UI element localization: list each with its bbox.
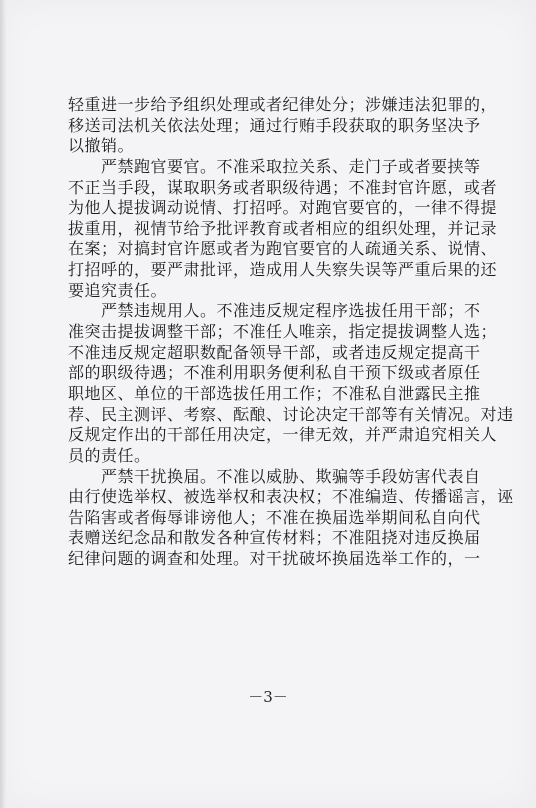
text-line: 表赠送纪念品和散发各种宣传材料；不准阻挠对违反换届 xyxy=(68,528,481,548)
text-line: 以撤销。 xyxy=(68,136,135,156)
text-line: 在案；对搞封官许愿或者为跑官要官的人疏通关系、说情、 xyxy=(68,239,498,259)
text-line: 荐、民主测评、考察、酝酿、讨论决定干部等有关情况。对违 xyxy=(68,404,514,424)
text-line: 由行使选举权、被选举权和表决权；不准编造、传播谣言，诬 xyxy=(68,487,514,507)
text-line: 员的责任。 xyxy=(68,445,151,465)
text-line: 部的职级待遇；不准利用职务便利私自干预下级或者原任 xyxy=(68,363,481,383)
page-number: －3－ xyxy=(248,688,288,706)
text-line: 严禁违规用人。不准违反规定程序选拔任用干部；不 xyxy=(68,301,481,321)
text-line: 告陷害或者侮辱诽谤他人；不准在换届选举期间私自向代 xyxy=(68,507,481,527)
text-line: 拔重用，视情节给予批评教育或者相应的组织处理，并记录 xyxy=(68,218,498,238)
text-line: 严禁跑官要官。不准采取拉关系、走门子或者要挟等 xyxy=(68,156,481,176)
text-line: 反规定作出的干部任用决定，一律无效，并严肃追究相关人 xyxy=(68,425,498,445)
text-line: 为他人提拔调动说情、打招呼。对跑官要官的，一律不得提 xyxy=(68,198,498,218)
text-line: 严禁干扰换届。不准以威胁、欺骗等手段妨害代表自 xyxy=(68,466,481,486)
text-line: 移送司法机关依法处理；通过行贿手段获取的职务坚决予 xyxy=(68,115,481,135)
body-text xyxy=(68,95,514,570)
text-line: 纪律问题的调查和处理。对干扰破坏换届选举工作的，一 xyxy=(68,549,481,569)
text-line: 不准违反规定超职数配备领导干部，或者违反规定提高干 xyxy=(68,342,481,362)
text-line: 职地区、单位的干部选拔任用工作；不准私自泄露民主推 xyxy=(68,383,481,403)
text-line: 不正当手段，谋取职务或者职级待遇；不准封官许愿，或者 xyxy=(68,177,498,197)
text-line: 打招呼的，要严肃批评，造成用人失察失误等严重后果的还 xyxy=(68,260,498,280)
text-line: 轻重进一步给予组织处理或者纪律处分；涉嫌违法犯罪的， xyxy=(68,95,498,114)
text-line: 准突击提拔调整干部；不准任人唯亲，指定提拔调整人选； xyxy=(68,322,498,342)
text-line: 要追究责任。 xyxy=(68,280,168,300)
